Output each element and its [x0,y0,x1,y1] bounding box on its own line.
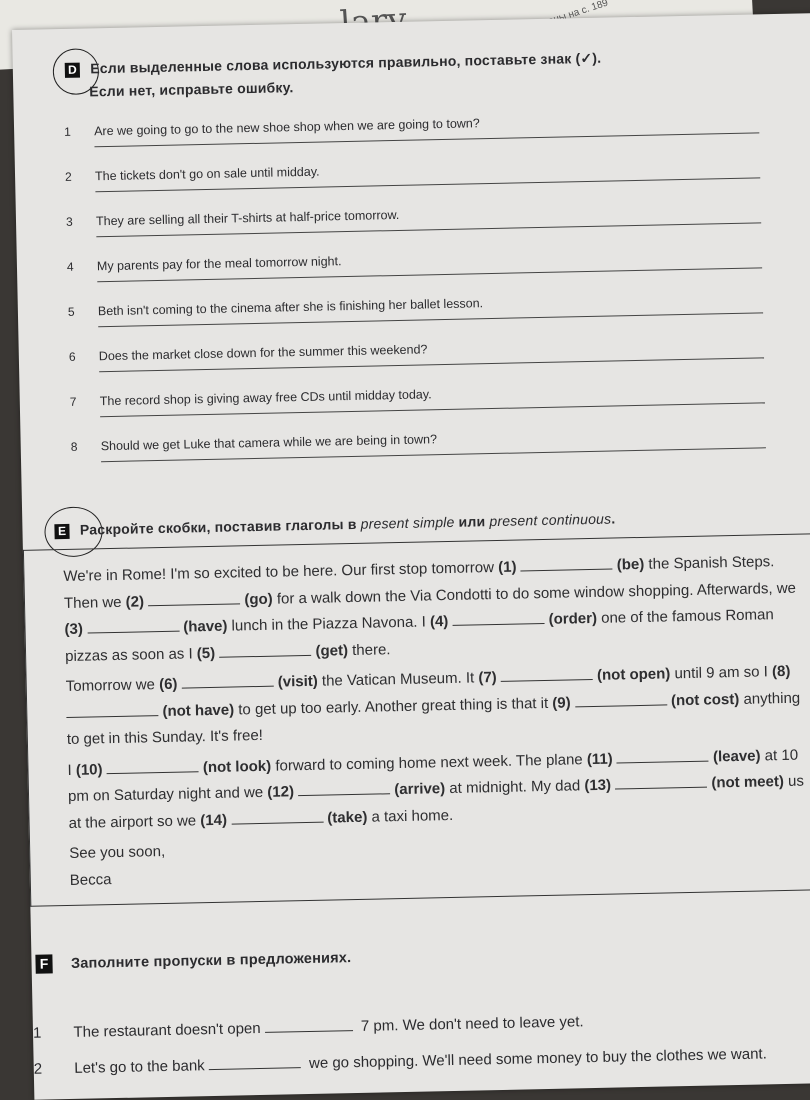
answer-line[interactable] [209,1055,301,1070]
section-e-header [54,510,615,540]
blank-2[interactable] [148,591,240,606]
blank-11[interactable] [617,748,709,763]
blank-12[interactable] [298,781,390,796]
list-item: 1 Are we going to go to the new shoe shop when we are going to town? [64,110,764,125]
letter-paragraph: Tomorrow we (6) (visit) the Vatican Museum. It (7) (not open) until 9 am so I (8) (not have) to get up too early. Another great thing is that it (9) (not cost) anything to get in this Sunday. It's free! [65,662,801,749]
blank-4[interactable] [452,611,544,626]
blank-14[interactable] [231,809,323,824]
blank-5[interactable] [219,642,311,657]
worksheet-page [12,13,810,1100]
list-item: 4 My parents pay for the meal tomorrow night. [67,245,767,260]
list-item: 1 The restaurant doesn't open 7 pm. We don't need to leave yet. [32,1013,584,1042]
answer-line[interactable] [265,1018,353,1033]
section-d-badge: D [65,63,80,78]
blank-8[interactable] [66,703,158,718]
list-item: 7 The record shop is giving away free CDs until midday today. [70,380,770,395]
blank-1[interactable] [520,557,612,572]
section-e-badge: E [54,524,69,539]
blank-13[interactable] [615,775,707,790]
letter-paragraph: We're in Rome! I'm so excited to be here. Our first stop tomorrow (1) (be) the Spanish Steps. Then we (2) (go) for a walk down the Via Condotti to do some window shopping. Afterwards, we (3) (have) lunch in the Piazza Navona. I (4) (order) one of the famous Roman pizzas as soon as I (5) (get) there. [63,553,797,665]
letter-closing: See you soon, [69,842,166,862]
section-f-header [35,948,351,974]
section-f-instruction: Заполните пропуски в предложениях. [70,950,352,972]
blank-6[interactable] [181,674,273,689]
list-item: 5 Beth isn't coming to the cinema after she is finishing her ballet lesson. [68,290,768,305]
section-e-instruction: Раскройте скобки, поставив глаголы в present simple или present continuous. [79,510,616,538]
letter-signature: Becca [69,870,112,889]
list-item: 2 Let's go to the bank we go shopping. We'll need some money to buy the clothes we want. [33,1045,767,1078]
section-d-instruction: Если выделенные слова используются правильно, поставьте знак (✓). [90,49,602,77]
letter-text [63,549,810,894]
blank-3[interactable] [87,619,179,634]
section-d-header [65,50,602,79]
list-item: 2 The tickets don't go on sale until midday. [65,155,765,170]
blank-10[interactable] [107,759,199,774]
blank-9[interactable] [575,692,667,707]
list-item: 6 Does the market close down for the summer this weekend? [69,335,769,350]
blank-7[interactable] [501,667,593,682]
list-item: 8 Should we get Luke that camera while we are being in town? [71,425,771,440]
list-item: 3 They are selling all their T-shirts at half-price tomorrow. [66,200,766,215]
section-d-instruction-2: Если нет, исправьте ошибку. [89,79,294,100]
letter-paragraph: I (10) (not look) forward to coming home next week. The plane (11) (leave) at 10 pm on Saturday night and we (12) (arrive) at midnight. My dad (13) (not meet) us at the airport so we (14) (take) a taxi home. [67,746,805,832]
section-f-badge: F [35,954,52,973]
